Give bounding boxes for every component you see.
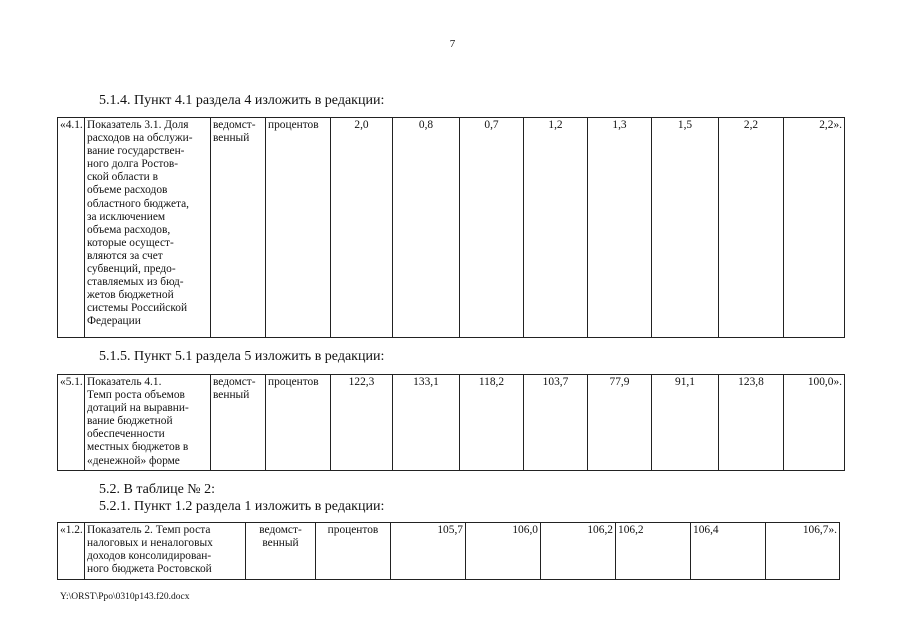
indicator-text (87, 376, 208, 468)
text-line: ведомст- (213, 376, 256, 388)
text-line: субвенций, предо- (87, 263, 176, 276)
text-line: доходов консолидирован- (87, 550, 212, 563)
unit-cell: процентов (266, 118, 331, 338)
value-cell: 106,0 (466, 523, 541, 580)
text-line: «денежной» форме (87, 454, 180, 467)
value-cell: 118,2 (460, 375, 524, 471)
text-line: Федерации (87, 315, 141, 328)
value-cell: 1,5 (652, 118, 719, 338)
text-line: которые осущест- (87, 236, 174, 249)
unit-cell: процентов (266, 375, 331, 471)
table-row (58, 375, 845, 471)
text-line: ведомст- (259, 524, 302, 536)
table-row (58, 118, 845, 338)
value-cell: 106,2 (541, 523, 616, 580)
value-cell: 2,2 (719, 118, 784, 338)
text-line: вание государствен- (87, 145, 185, 158)
table-row (58, 523, 840, 580)
indicator-text (87, 119, 208, 329)
type-text (213, 119, 263, 145)
indicator-text (87, 524, 243, 576)
text-line: венный (262, 537, 299, 550)
type-text (213, 376, 263, 402)
row-number: «4.1. (58, 118, 85, 338)
text-line: ведомст- (213, 119, 256, 131)
text-line: вание бюджетной (87, 415, 173, 428)
heading-5-2: 5.2. В таблице № 2: (99, 482, 216, 497)
indicator-cell (85, 375, 211, 471)
type-cell (211, 375, 266, 471)
value-cell: 122,3 (331, 375, 393, 471)
value-cell: 1,3 (588, 118, 652, 338)
table-5-1-5 (57, 374, 845, 471)
text-line: жетов бюджетной (87, 289, 174, 302)
text-line: за исключением (87, 210, 166, 223)
text-line: объема расходов, (87, 223, 171, 236)
text-line: налоговых и неналоговых (87, 537, 213, 550)
value-cell: 133,1 (393, 375, 460, 471)
value-cell: 106,2 (616, 523, 691, 580)
value-cell: 2,0 (331, 118, 393, 338)
unit-cell: процентов (316, 523, 391, 580)
text-line: венный (213, 132, 250, 145)
value-cell: 2,2». (784, 118, 845, 338)
text-line: Показатель 2. Темп роста (87, 524, 211, 536)
type-cell (211, 118, 266, 338)
text-line: системы Российской (87, 302, 188, 315)
text-line: вляются за счет (87, 249, 163, 262)
value-cell: 105,7 (391, 523, 466, 580)
indicator-cell (85, 523, 246, 580)
text-line: обеспеченности (87, 428, 165, 441)
type-cell (246, 523, 316, 580)
heading-5-2-1: 5.2.1. Пункт 1.2 раздела 1 изложить в редакции: (99, 499, 385, 514)
value-cell: 103,7 (524, 375, 588, 471)
value-cell: 77,9 (588, 375, 652, 471)
text-line: объеме расходов (87, 184, 168, 197)
text-line: Показатель 4.1. (87, 376, 162, 388)
value-cell: 0,7 (460, 118, 524, 338)
row-number: «5.1. (58, 375, 85, 471)
value-cell: 1,2 (524, 118, 588, 338)
text-line: расходов на обслужи- (87, 132, 193, 145)
text-line: ставляемых из бюд- (87, 276, 184, 289)
type-text (248, 524, 313, 550)
row-number: «1.2. (58, 523, 85, 580)
heading-5-1-4: 5.1.4. Пункт 4.1 раздела 4 изложить в редакции: (99, 93, 385, 108)
text-line: Темп роста объемов (87, 389, 185, 402)
text-line: областного бюджета, (87, 197, 190, 210)
text-line: Показатель 3.1. Доля (87, 119, 189, 131)
table-5-1-4 (57, 117, 845, 338)
indicator-cell (85, 118, 211, 338)
text-line: ного долга Ростов- (87, 158, 179, 171)
value-cell: 123,8 (719, 375, 784, 471)
text-line: ской области в (87, 171, 158, 184)
value-cell: 91,1 (652, 375, 719, 471)
value-cell: 106,4 (691, 523, 766, 580)
table-5-2-1 (57, 522, 840, 580)
footer-file-path: Y:\ORST\Ppo\0310p143.f20.docx (60, 592, 190, 602)
text-line: местных бюджетов в (87, 441, 189, 454)
text-line: ного бюджета Ростовской (87, 563, 212, 576)
value-cell: 0,8 (393, 118, 460, 338)
value-cell: 106,7». (766, 523, 840, 580)
text-line: дотаций на выравни- (87, 402, 189, 415)
value-cell: 100,0». (784, 375, 845, 471)
heading-5-1-5: 5.1.5. Пункт 5.1 раздела 5 изложить в редакции: (99, 349, 385, 364)
text-line: венный (213, 389, 250, 402)
page-number: 7 (449, 38, 456, 50)
